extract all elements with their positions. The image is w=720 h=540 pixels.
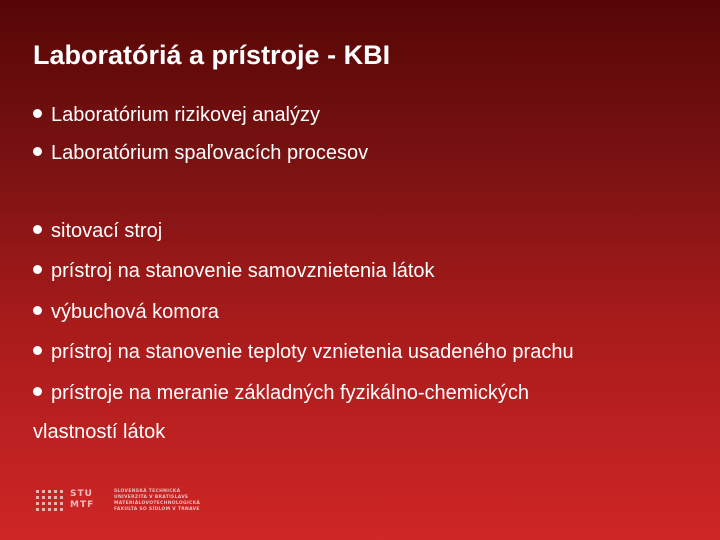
bullet-dot-icon — [33, 225, 42, 234]
university-logo — [36, 488, 236, 516]
bullet-dot-icon — [33, 346, 42, 355]
bullet-text: sitovací stroj — [51, 220, 163, 242]
logo-text-line: FAKULTA SO SÍDLOM V TRNAVE — [114, 507, 200, 512]
bullet-dot-icon — [33, 147, 42, 156]
bullet-text: Laboratórium rizikovej analýzy — [51, 104, 321, 126]
logo-text-line: SLOVENSKÁ TECHNICKÁ — [114, 489, 181, 494]
bullet-dot-icon — [33, 109, 42, 118]
bullet-text: Laboratórium spaľovacích procesov — [51, 142, 369, 164]
bullet-text: výbuchová komora — [51, 301, 219, 323]
logo-text-line: UNIVERZITA V BRATISLAVE — [114, 495, 189, 500]
bullet-text: prístroj na stanovenie teploty vznietenia usadeného prachu — [51, 341, 574, 363]
logo-text-line: MATERIÁLOVOTECHNOLOGICKÁ — [114, 501, 201, 506]
bullet-dot-icon — [33, 265, 42, 274]
logo-abbr-line: MTF — [70, 500, 95, 510]
logo-abbreviation — [70, 489, 94, 511]
bullet-item — [33, 259, 435, 283]
slide-title: Laboratóriá a prístroje - KBI — [33, 40, 391, 70]
bullet-item — [33, 141, 368, 165]
logo-abbr-line: STU — [70, 489, 93, 499]
logo-dot-grid-icon — [36, 490, 64, 512]
bullet-dot-icon — [33, 387, 42, 396]
bullet-continuation-text: vlastností látok — [33, 421, 166, 443]
logo-text — [114, 489, 200, 513]
bullet-dot-icon — [33, 306, 42, 315]
bullet-item — [33, 381, 529, 405]
bullet-text: prístroj na stanovenie samovznietenia látok — [51, 260, 435, 282]
bullet-item — [33, 340, 574, 364]
bullet-item — [33, 103, 320, 127]
bullet-text: prístroje na meranie základných fyzikálno-chemických — [51, 382, 529, 404]
bullet-item — [33, 219, 162, 243]
bullet-item — [33, 300, 219, 324]
